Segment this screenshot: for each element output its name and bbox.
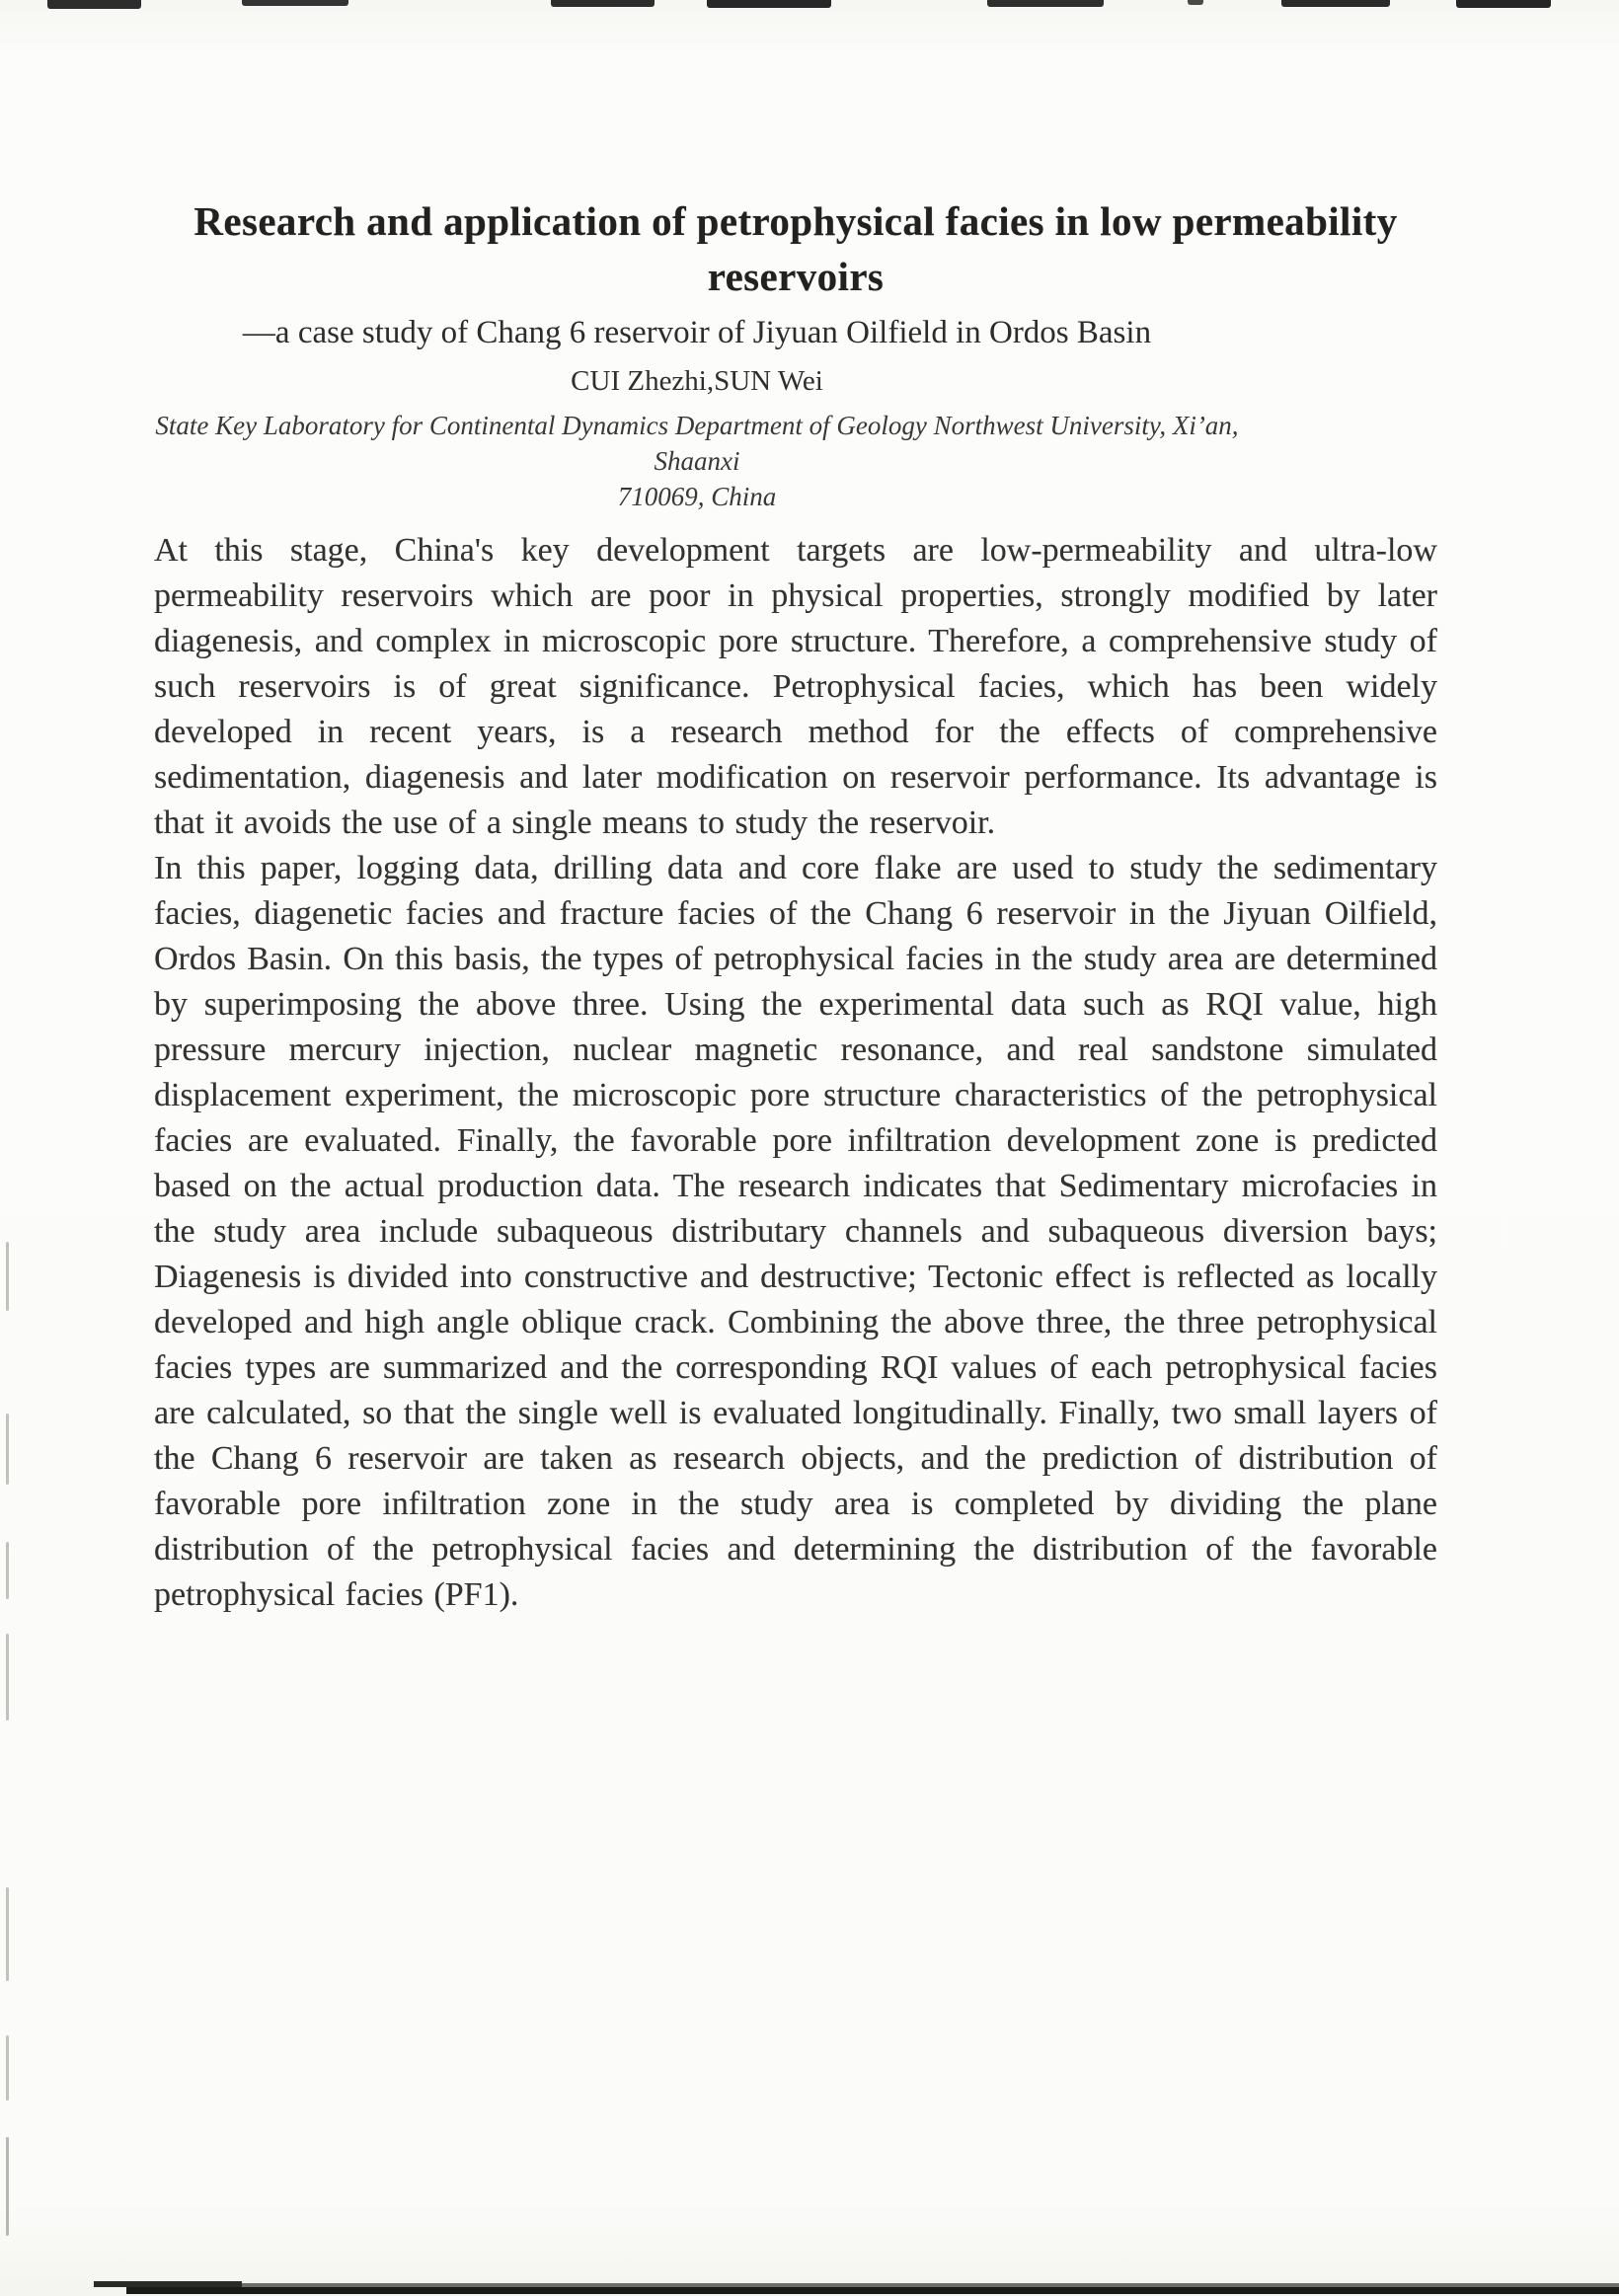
scan-artifact-left-2 <box>6 1414 9 1485</box>
paper-subtitle: —a case study of Chang 6 reservoir of Jiyuan Oilfield in Ordos Basin <box>242 315 1152 350</box>
scan-artifact-top-6 <box>1188 0 1203 5</box>
scan-artifact-top-1 <box>47 0 141 9</box>
scan-artifact-bottom-3 <box>94 2281 242 2287</box>
scan-artifact-left-5 <box>6 1887 9 1981</box>
scan-artifact-left-4 <box>6 1634 9 1721</box>
scan-artifact-top-2 <box>242 0 348 6</box>
scan-artifact-bottom-2 <box>126 2287 1619 2294</box>
scan-artifact-top-5 <box>987 0 1104 7</box>
scan-artifact-left-1 <box>6 1242 9 1311</box>
paper-title <box>154 193 1437 304</box>
scan-artifact-top-8 <box>1456 0 1551 8</box>
scan-artifact-top-3 <box>551 0 655 7</box>
scan-artifact-left-7 <box>6 2137 9 2236</box>
paper-title-line2: reservoirs <box>707 254 885 299</box>
abstract-paragraph-1: At this stage, China's key development targets are low-permeability and ultra-low permeability reservoirs which are poor in physical properties, strongly modified by later diagenesis, and complex in microscopic pore structure. Therefore, a comprehensive study of such reservoirs is of great significance. Petrophysical facies, which has been widely developed in recent years, is a research method for the effects of comprehensive sedimentation, diagenesis and later modification on reservoir performance. Its advantage is that it avoids the use of a single means to study the reservoir. <box>154 532 1437 841</box>
scan-artifact-left-6 <box>6 2035 9 2101</box>
paper-abstract-page <box>154 193 1437 1618</box>
paper-affiliation-line1: State Key Laboratory for Continental Dynamics Department of Geology Northwest University, Xi’an, Shaanxi <box>155 411 1239 476</box>
scan-artifact-left-3 <box>6 1542 9 1599</box>
paper-affiliation-line2: 710069, China <box>617 482 777 511</box>
paper-authors: CUI Zhezhi,SUN Wei <box>571 365 823 397</box>
scan-artifact-top-4 <box>707 0 831 8</box>
scan-artifact-top-7 <box>1281 0 1390 7</box>
paper-title-line1: Research and application of petrophysical facies in low permeability <box>193 198 1398 244</box>
abstract-paragraph-2: In this paper, logging data, drilling data and core flake are used to study the sedimentary facies, diagenetic facies and fracture facies of the Chang 6 reservoir in the Jiyuan Oilfield, Ordos Basin. On this basis, the types of petrophysical facies in the study area are determined by superimposing the above three. Using the experimental data such as RQI value, high pressure mercury injection, nuclear magnetic resonance, and real sandstone simulated displacement experiment, the microscopic pore structure characteristics of the petrophysical facies are evaluated. Finally, the favorable pore infiltration development zone is predicted based on the actual production data. The research indicates that Sedimentary microfacies in the study area include subaqueous distributary channels and subaqueous diversion bays; Diagenesis is divided into constructive and destructive; Tectonic effect is reflected as locally developed and high angle oblique crack. Combining the above three, the three petrophysical facies types are summarized and the corresponding RQI values of each petrophysical facies are calculated, so that the single well is evaluated longitudinally. Finally, two small layers of the Chang 6 reservoir are taken as research objects, and the prediction of distribution of favorable pore infiltration zone in the study area is completed by dividing the plane distribution of the petrophysical facies and determining the distribution of the favorable petrophysical facies (PF1). <box>154 850 1437 1613</box>
